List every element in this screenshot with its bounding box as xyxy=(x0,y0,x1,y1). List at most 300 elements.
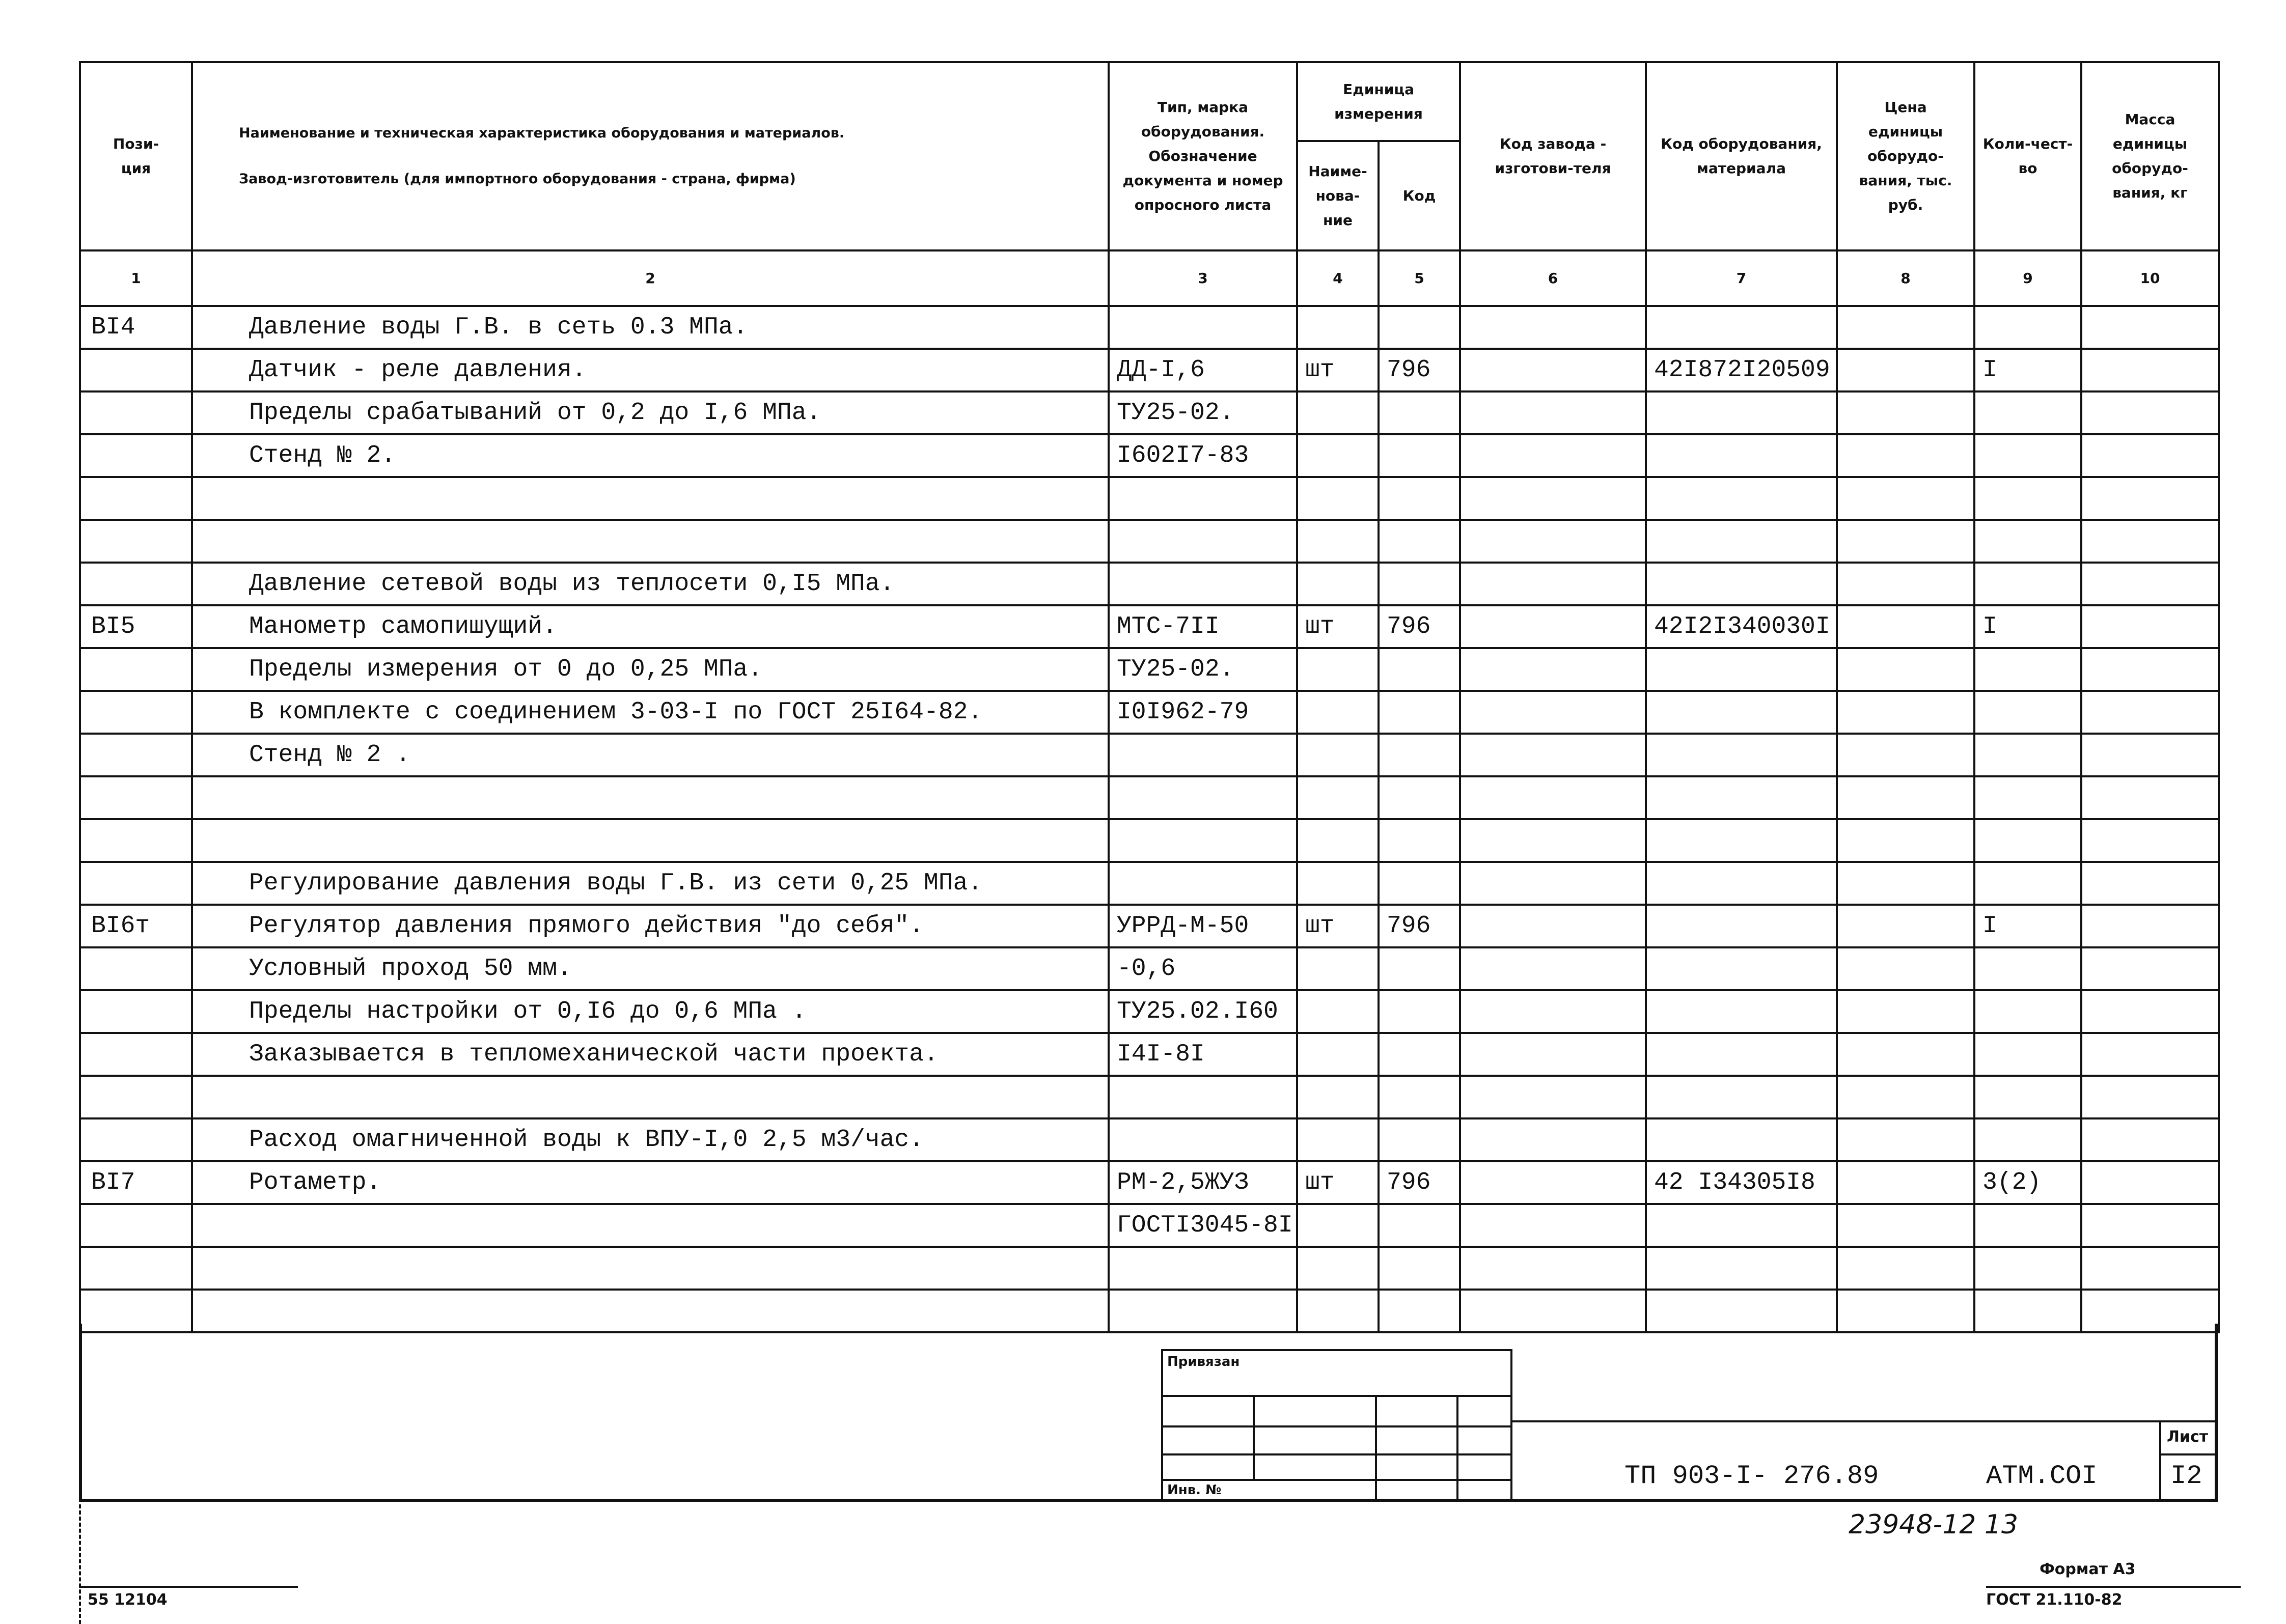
cell-unit-code xyxy=(1379,306,1460,349)
cell-type xyxy=(1109,477,1297,520)
cell-mass xyxy=(2081,1247,2219,1290)
cell-type xyxy=(1109,819,1297,862)
table-row xyxy=(80,306,2219,349)
cell-name: Регулирование давления воды Г.В. из сети 0,25 МПа. xyxy=(192,862,1109,905)
cell-quantity: I xyxy=(1974,349,2081,391)
cell-name: Стенд № 2 . xyxy=(192,734,1109,776)
cell-type: РМ-2,5ЖУЗ xyxy=(1109,1161,1297,1204)
col-number: 10 xyxy=(2081,250,2219,306)
cell-type: ТУ25-02. xyxy=(1109,648,1297,691)
cell-factory-code xyxy=(1460,349,1646,391)
cell-factory-code xyxy=(1460,905,1646,947)
corner-code: 55 12104 xyxy=(88,1591,168,1609)
cell-type xyxy=(1109,862,1297,905)
cell-factory-code xyxy=(1460,691,1646,734)
cell-mass xyxy=(2081,947,2219,990)
cell-unit-name xyxy=(1297,734,1379,776)
cell-name xyxy=(192,776,1109,819)
header-name-line1: Наименование и техническая характеристика оборудования и материалов. xyxy=(239,125,845,141)
cell-factory-code xyxy=(1460,477,1646,520)
stamp-line xyxy=(1161,1453,1512,1455)
cell-position xyxy=(80,691,192,734)
header-price: Цена единицы оборудо-вания, тыс. руб. xyxy=(1837,62,1974,250)
cell-unit-name xyxy=(1297,520,1379,563)
table-row xyxy=(80,734,2219,776)
cell-unit-name xyxy=(1297,648,1379,691)
table-row xyxy=(80,947,2219,990)
stamp-line xyxy=(1161,1479,1512,1481)
table-row xyxy=(80,477,2219,520)
cell-equipment-code xyxy=(1646,391,1837,434)
col-number: 7 xyxy=(1646,250,1837,306)
cell-name: Стенд № 2. xyxy=(192,434,1109,477)
cell-price xyxy=(1837,477,1974,520)
cell-equipment-code xyxy=(1646,520,1837,563)
cell-name: Пределы срабатываний от 0,2 до I,6 МПа. xyxy=(192,391,1109,434)
cell-mass xyxy=(2081,905,2219,947)
cell-type xyxy=(1109,1118,1297,1161)
cell-mass xyxy=(2081,391,2219,434)
table-row xyxy=(80,349,2219,391)
cell-position xyxy=(80,520,192,563)
cell-name: В комплекте с соединением 3-03-I по ГОСТ 25I64-82. xyxy=(192,691,1109,734)
cell-quantity xyxy=(1974,691,2081,734)
cell-price xyxy=(1837,563,1974,605)
cell-name: Давление сетевой воды из теплосети 0,I5 МПа. xyxy=(192,563,1109,605)
cell-unit-code xyxy=(1379,1033,1460,1076)
header-factory-code: Код завода - изготови-теля xyxy=(1460,62,1646,250)
bound-label: Привязан xyxy=(1167,1354,1240,1369)
cell-equipment-code: 42 I34305I8 xyxy=(1646,1161,1837,1204)
header-unit-code: Код xyxy=(1379,141,1460,250)
cell-unit-name xyxy=(1297,819,1379,862)
cell-quantity xyxy=(1974,306,2081,349)
cell-equipment-code xyxy=(1646,1118,1837,1161)
cell-name: Ротаметр. xyxy=(192,1161,1109,1204)
cell-price xyxy=(1837,691,1974,734)
cell-quantity xyxy=(1974,776,2081,819)
cell-equipment-code xyxy=(1646,306,1837,349)
equipment-specification-table xyxy=(79,61,2220,1333)
cell-type xyxy=(1109,734,1297,776)
table-row xyxy=(80,819,2219,862)
cell-position xyxy=(80,947,192,990)
stamp-line xyxy=(1253,1395,1255,1479)
table-row xyxy=(80,862,2219,905)
cell-factory-code xyxy=(1460,648,1646,691)
cell-unit-name: шт xyxy=(1297,905,1379,947)
table-row xyxy=(80,1118,2219,1161)
cell-price xyxy=(1837,990,1974,1033)
header-unit-name: Наиме-нова-ние xyxy=(1297,141,1379,250)
cell-equipment-code xyxy=(1646,776,1837,819)
cell-equipment-code xyxy=(1646,691,1837,734)
cell-position xyxy=(80,563,192,605)
stamp-line xyxy=(1161,1425,1512,1427)
header-mass: Масса единицы оборудо-вания, кг xyxy=(2081,62,2219,250)
cell-quantity xyxy=(1974,1076,2081,1118)
cell-quantity xyxy=(1974,1204,2081,1247)
cell-factory-code xyxy=(1460,776,1646,819)
cell-quantity xyxy=(1974,520,2081,563)
cell-unit-code xyxy=(1379,1118,1460,1161)
header-position: Пози- ция xyxy=(80,62,192,250)
cell-factory-code xyxy=(1460,1033,1646,1076)
title-block-line xyxy=(2159,1453,2218,1455)
document-code: АТМ.СОI xyxy=(1986,1461,2098,1491)
cell-position xyxy=(80,990,192,1033)
cell-name xyxy=(192,477,1109,520)
cell-position: BI4 xyxy=(80,306,192,349)
cell-factory-code xyxy=(1460,862,1646,905)
cell-unit-name xyxy=(1297,1118,1379,1161)
cell-position xyxy=(80,648,192,691)
cell-unit-name xyxy=(1297,1247,1379,1290)
cell-quantity xyxy=(1974,391,2081,434)
table-row xyxy=(80,1033,2219,1076)
cell-price xyxy=(1837,306,1974,349)
header-name xyxy=(192,62,1109,250)
cell-unit-code xyxy=(1379,434,1460,477)
cell-price xyxy=(1837,434,1974,477)
cell-price xyxy=(1837,520,1974,563)
cell-price xyxy=(1837,905,1974,947)
cell-unit-name xyxy=(1297,691,1379,734)
cell-position: BI6т xyxy=(80,905,192,947)
cell-factory-code xyxy=(1460,563,1646,605)
cell-unit-code xyxy=(1379,1204,1460,1247)
cell-unit-code xyxy=(1379,862,1460,905)
cell-quantity: I xyxy=(1974,605,2081,648)
cell-quantity xyxy=(1974,1118,2081,1161)
cell-mass xyxy=(2081,776,2219,819)
column-number-row xyxy=(80,250,2219,306)
cell-factory-code xyxy=(1460,1161,1646,1204)
header-type: Тип, марка оборудования. Обозначение документа и номер опросного листа xyxy=(1109,62,1297,250)
cell-equipment-code xyxy=(1646,1076,1837,1118)
header-unit-group: Единица измерения xyxy=(1297,62,1460,141)
col-number: 3 xyxy=(1109,250,1297,306)
cell-unit-code xyxy=(1379,648,1460,691)
cell-type xyxy=(1109,563,1297,605)
cell-quantity xyxy=(1974,734,2081,776)
cell-mass xyxy=(2081,862,2219,905)
cell-factory-code xyxy=(1460,306,1646,349)
title-block-line xyxy=(2159,1420,2161,1502)
cell-position xyxy=(80,776,192,819)
document-number: ТП 903-I- 276.89 xyxy=(1624,1461,1879,1491)
format-label: Формат А3 xyxy=(2040,1560,2136,1578)
cell-unit-name: шт xyxy=(1297,349,1379,391)
cell-equipment-code xyxy=(1646,434,1837,477)
cell-unit-code xyxy=(1379,947,1460,990)
table-row xyxy=(80,1076,2219,1118)
cell-mass xyxy=(2081,477,2219,520)
cell-type xyxy=(1109,306,1297,349)
cell-factory-code xyxy=(1460,1118,1646,1161)
cell-position xyxy=(80,1118,192,1161)
cell-equipment-code xyxy=(1646,734,1837,776)
cell-mass xyxy=(2081,349,2219,391)
cell-price xyxy=(1837,776,1974,819)
corner-underline xyxy=(79,1586,298,1588)
cell-equipment-code xyxy=(1646,563,1837,605)
cell-position xyxy=(80,434,192,477)
cell-type: I602I7-83 xyxy=(1109,434,1297,477)
cell-name xyxy=(192,819,1109,862)
cell-equipment-code xyxy=(1646,1033,1837,1076)
cell-mass xyxy=(2081,1204,2219,1247)
cell-price xyxy=(1837,947,1974,990)
cell-mass xyxy=(2081,434,2219,477)
cell-quantity xyxy=(1974,990,2081,1033)
cell-unit-code xyxy=(1379,1076,1460,1118)
cell-factory-code xyxy=(1460,391,1646,434)
cell-equipment-code: 42I872I20509 xyxy=(1646,349,1837,391)
cell-quantity xyxy=(1974,947,2081,990)
cell-name: Расход омагниченной воды к ВПУ-I,0 2,5 м3/час. xyxy=(192,1118,1109,1161)
cell-mass xyxy=(2081,648,2219,691)
cell-position: BI7 xyxy=(80,1161,192,1204)
cell-position xyxy=(80,862,192,905)
cell-unit-code xyxy=(1379,520,1460,563)
cell-mass xyxy=(2081,306,2219,349)
table-row xyxy=(80,691,2219,734)
cell-price xyxy=(1837,862,1974,905)
cell-factory-code xyxy=(1460,734,1646,776)
cell-factory-code xyxy=(1460,605,1646,648)
cell-unit-name xyxy=(1297,990,1379,1033)
cell-type: МТС-7II xyxy=(1109,605,1297,648)
cell-unit-name: шт xyxy=(1297,1161,1379,1204)
cell-unit-code xyxy=(1379,990,1460,1033)
cell-name: Манометр самопишущий. xyxy=(192,605,1109,648)
cell-type: УРРД-М-50 xyxy=(1109,905,1297,947)
cell-unit-name xyxy=(1297,947,1379,990)
cell-factory-code xyxy=(1460,947,1646,990)
cell-factory-code xyxy=(1460,520,1646,563)
cell-mass xyxy=(2081,1076,2219,1118)
format-underline xyxy=(1986,1586,2241,1588)
cell-unit-name xyxy=(1297,306,1379,349)
cell-quantity xyxy=(1974,563,2081,605)
cell-position xyxy=(80,1204,192,1247)
cell-unit-code xyxy=(1379,563,1460,605)
table-row xyxy=(80,563,2219,605)
cell-type: ДД-I,6 xyxy=(1109,349,1297,391)
stamp-line xyxy=(1161,1395,1512,1397)
col-number: 2 xyxy=(192,250,1109,306)
cell-equipment-code xyxy=(1646,1204,1837,1247)
cell-unit-name xyxy=(1297,434,1379,477)
cell-price xyxy=(1837,1204,1974,1247)
cell-type: I4I-8I xyxy=(1109,1033,1297,1076)
cell-name: Датчик - реле давления. xyxy=(192,349,1109,391)
sheet-number: I2 xyxy=(2170,1461,2202,1491)
handwritten-number: 23948-12 13 xyxy=(1849,1509,2019,1540)
cell-price xyxy=(1837,734,1974,776)
table-row xyxy=(80,605,2219,648)
cell-position xyxy=(80,1247,192,1290)
header-quantity: Коли-чест-во xyxy=(1974,62,2081,250)
cell-name xyxy=(192,1204,1109,1247)
table-row xyxy=(80,391,2219,434)
cell-position xyxy=(80,1033,192,1076)
col-number: 4 xyxy=(1297,250,1379,306)
cell-unit-code: 796 xyxy=(1379,605,1460,648)
cell-unit-name xyxy=(1297,1204,1379,1247)
cell-mass xyxy=(2081,605,2219,648)
cell-equipment-code xyxy=(1646,905,1837,947)
cell-quantity xyxy=(1974,1247,2081,1290)
cell-equipment-code xyxy=(1646,1247,1837,1290)
cell-unit-code xyxy=(1379,477,1460,520)
cell-equipment-code xyxy=(1646,862,1837,905)
cell-type: ГОСТI3045-8I xyxy=(1109,1204,1297,1247)
cell-price xyxy=(1837,349,1974,391)
cell-unit-code: 796 xyxy=(1379,349,1460,391)
cell-position xyxy=(80,734,192,776)
cell-unit-code xyxy=(1379,1247,1460,1290)
cell-position xyxy=(80,391,192,434)
cell-position xyxy=(80,349,192,391)
table-row xyxy=(80,1247,2219,1290)
cell-unit-code xyxy=(1379,819,1460,862)
cell-type xyxy=(1109,520,1297,563)
cell-price xyxy=(1837,391,1974,434)
stamp-line xyxy=(1456,1395,1458,1502)
cell-price xyxy=(1837,1118,1974,1161)
col-number: 1 xyxy=(80,250,192,306)
cell-name: Регулятор давления прямого действия "до себя". xyxy=(192,905,1109,947)
cell-type xyxy=(1109,1247,1297,1290)
cell-price xyxy=(1837,1076,1974,1118)
cell-equipment-code xyxy=(1646,819,1837,862)
cell-equipment-code xyxy=(1646,648,1837,691)
table-row xyxy=(80,1204,2219,1247)
cell-factory-code xyxy=(1460,819,1646,862)
gost-label: ГОСТ 21.110-82 xyxy=(1986,1591,2123,1609)
cell-mass xyxy=(2081,819,2219,862)
cell-price xyxy=(1837,1247,1974,1290)
cell-unit-name xyxy=(1297,1033,1379,1076)
cell-name: Условный проход 50 мм. xyxy=(192,947,1109,990)
cell-name: Заказывается в тепломеханической части проекта. xyxy=(192,1033,1109,1076)
cell-equipment-code xyxy=(1646,947,1837,990)
cell-quantity xyxy=(1974,648,2081,691)
table-row xyxy=(80,648,2219,691)
cell-price xyxy=(1837,819,1974,862)
title-block-area xyxy=(79,1324,2218,1502)
cell-price xyxy=(1837,1033,1974,1076)
table-row xyxy=(80,1161,2219,1204)
cell-price xyxy=(1837,1161,1974,1204)
cell-equipment-code xyxy=(1646,477,1837,520)
cell-quantity xyxy=(1974,862,2081,905)
table-row xyxy=(80,520,2219,563)
cell-unit-code xyxy=(1379,391,1460,434)
cell-unit-name xyxy=(1297,862,1379,905)
cell-unit-code xyxy=(1379,776,1460,819)
cell-position xyxy=(80,1076,192,1118)
inventory-label: Инв. № xyxy=(1167,1482,1222,1498)
cell-mass xyxy=(2081,1118,2219,1161)
cell-type xyxy=(1109,1076,1297,1118)
table-row xyxy=(80,776,2219,819)
cell-unit-name xyxy=(1297,477,1379,520)
cell-unit-name xyxy=(1297,391,1379,434)
stamp-line xyxy=(1375,1395,1377,1502)
table-row xyxy=(80,905,2219,947)
cell-unit-name xyxy=(1297,1076,1379,1118)
cell-quantity xyxy=(1974,1033,2081,1076)
cell-mass xyxy=(2081,734,2219,776)
cell-price xyxy=(1837,648,1974,691)
cell-unit-name xyxy=(1297,563,1379,605)
cell-name: Пределы измерения от 0 до 0,25 МПа. xyxy=(192,648,1109,691)
cell-quantity: 3(2) xyxy=(1974,1161,2081,1204)
cell-position xyxy=(80,819,192,862)
cell-factory-code xyxy=(1460,1204,1646,1247)
cell-mass xyxy=(2081,990,2219,1033)
col-number: 5 xyxy=(1379,250,1460,306)
cell-name xyxy=(192,1247,1109,1290)
cell-quantity: I xyxy=(1974,905,2081,947)
cell-factory-code xyxy=(1460,1247,1646,1290)
cell-type: ТУ25.02.I60 xyxy=(1109,990,1297,1033)
cell-unit-name xyxy=(1297,776,1379,819)
cell-mass xyxy=(2081,691,2219,734)
cell-quantity xyxy=(1974,819,2081,862)
cell-type: I0I962-79 xyxy=(1109,691,1297,734)
cell-mass xyxy=(2081,563,2219,605)
cell-type xyxy=(1109,776,1297,819)
cell-unit-code xyxy=(1379,734,1460,776)
cell-factory-code xyxy=(1460,434,1646,477)
binding-margin-line xyxy=(79,1504,81,1624)
cell-type: -0,6 xyxy=(1109,947,1297,990)
cell-unit-code: 796 xyxy=(1379,905,1460,947)
cell-mass xyxy=(2081,520,2219,563)
sheet-label: Лист xyxy=(2167,1428,2209,1446)
col-number: 9 xyxy=(1974,250,2081,306)
cell-equipment-code: 42I2I340030I xyxy=(1646,605,1837,648)
cell-name: Давление воды Г.В. в сеть 0.3 МПа. xyxy=(192,306,1109,349)
cell-quantity xyxy=(1974,434,2081,477)
table-row xyxy=(80,990,2219,1033)
cell-position: BI5 xyxy=(80,605,192,648)
cell-factory-code xyxy=(1460,990,1646,1033)
cell-name xyxy=(192,1076,1109,1118)
cell-unit-code: 796 xyxy=(1379,1161,1460,1204)
cell-name: Пределы настройки от 0,I6 до 0,6 МПа . xyxy=(192,990,1109,1033)
cell-factory-code xyxy=(1460,1076,1646,1118)
cell-unit-name: шт xyxy=(1297,605,1379,648)
cell-price xyxy=(1837,605,1974,648)
cell-unit-code xyxy=(1379,691,1460,734)
cell-name xyxy=(192,520,1109,563)
cell-equipment-code xyxy=(1646,990,1837,1033)
cell-quantity xyxy=(1974,477,2081,520)
col-number: 6 xyxy=(1460,250,1646,306)
col-number: 8 xyxy=(1837,250,1974,306)
cell-type: ТУ25-02. xyxy=(1109,391,1297,434)
title-block-line xyxy=(1512,1420,2218,1422)
header-name-line2: Завод-изготовитель (для импортного оборудования - страна, фирма) xyxy=(239,171,796,187)
header-equipment-code: Код оборудования, материала xyxy=(1646,62,1837,250)
table-row xyxy=(80,434,2219,477)
cell-position xyxy=(80,477,192,520)
